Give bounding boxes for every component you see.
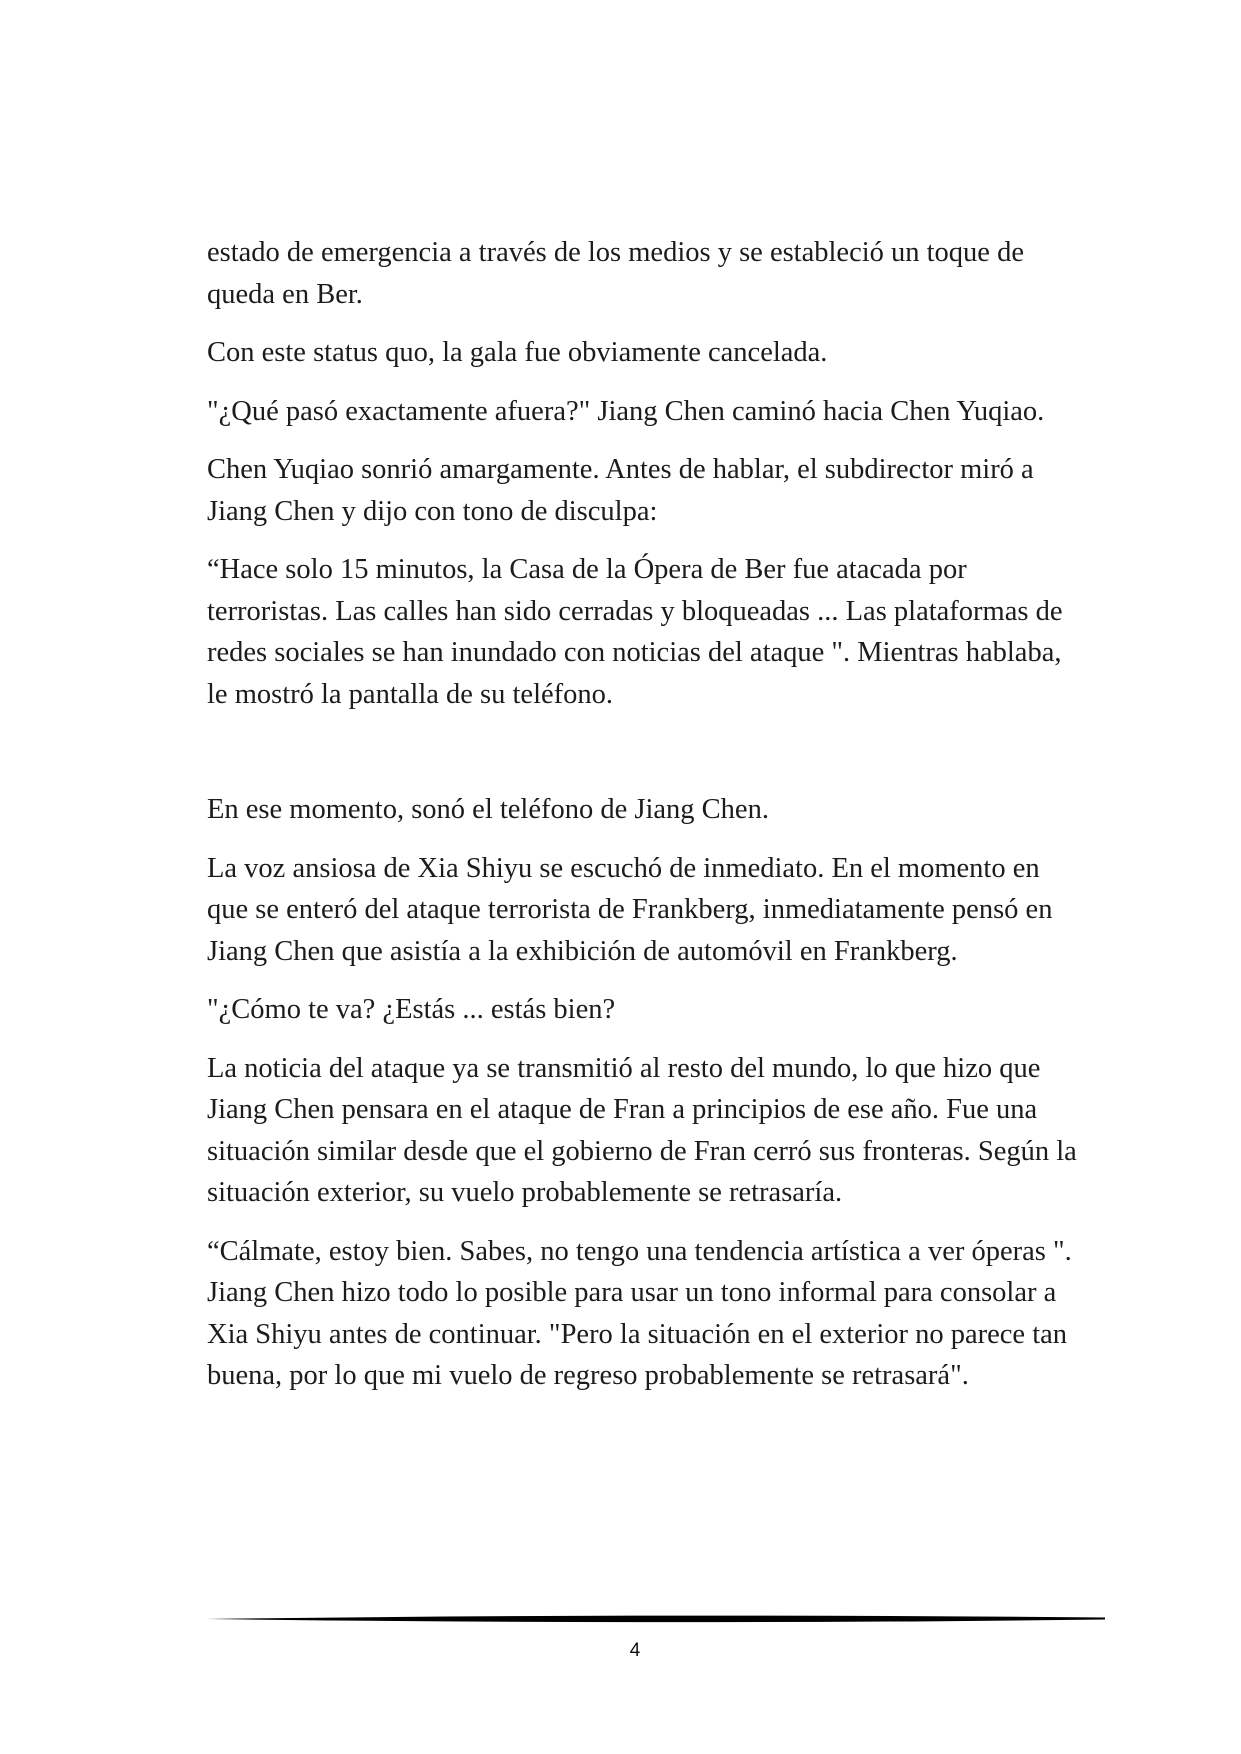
body-text [207,232,1087,1414]
paragraph: estado de emergencia a través de los medios y se estableció un toque de queda en Ber. [207,237,1024,310]
paragraph: “Hace solo 15 minutos, la Casa de la Ópera de Ber fue atacada por terroristas. Las calles han sido cerradas y bloqueadas ... Las plataformas de redes sociales se han inundado con noticias del ataque ". Mientras hablaba, le mostró la pantalla de su teléfono. [207,554,1063,710]
paragraph: La voz ansiosa de Xia Shiyu se escuchó de inmediato. En el momento en que se enteró del ataque terrorista de Frankberg, inmediatamente pensó en Jiang Chen que asistía a la exhibición de automóvil en Frankberg. [207,852,1053,967]
section-gap [207,732,1087,789]
paragraph: "¿Qué pasó exactamente afuera?" Jiang Chen caminó hacia Chen Yuqiao. [207,395,1045,427]
paragraph: "¿Cómo te va? ¿Estás ... estás bien? [207,994,616,1025]
page-number: 4 [629,1640,641,1661]
paragraph: Chen Yuqiao sonrió amargamente. Antes de hablar, el subdirector miró a Jiang Chen y dijo con tono de disculpa: [207,454,1034,527]
footer-divider [207,1612,1105,1626]
paragraph: Con este status quo, la gala fue obviamente cancelada. [207,337,828,368]
paragraph: “Cálmate, estoy bien. Sabes, no tengo una tendencia artística a ver óperas ". Jiang Chen hizo todo lo posible para usar un tono informal para consolar a Xia Shiyu antes de continuar. "Pero la situación en el exterior no parece tan buena, por lo que mi vuelo de regreso probablemente se retrasará". [207,1235,1072,1391]
paragraph: En ese momento, sonó el teléfono de Jiang Chen. [207,794,769,825]
paragraph: La noticia del ataque ya se transmitió al resto del mundo, lo que hizo que Jiang Chen pensara en el ataque de Fran a principios de ese año. Fue una situación similar desde que el gobierno de Fran cerró sus fronteras. Según la situación exterior, su vuelo probablemente se retrasaría. [207,1052,1077,1208]
